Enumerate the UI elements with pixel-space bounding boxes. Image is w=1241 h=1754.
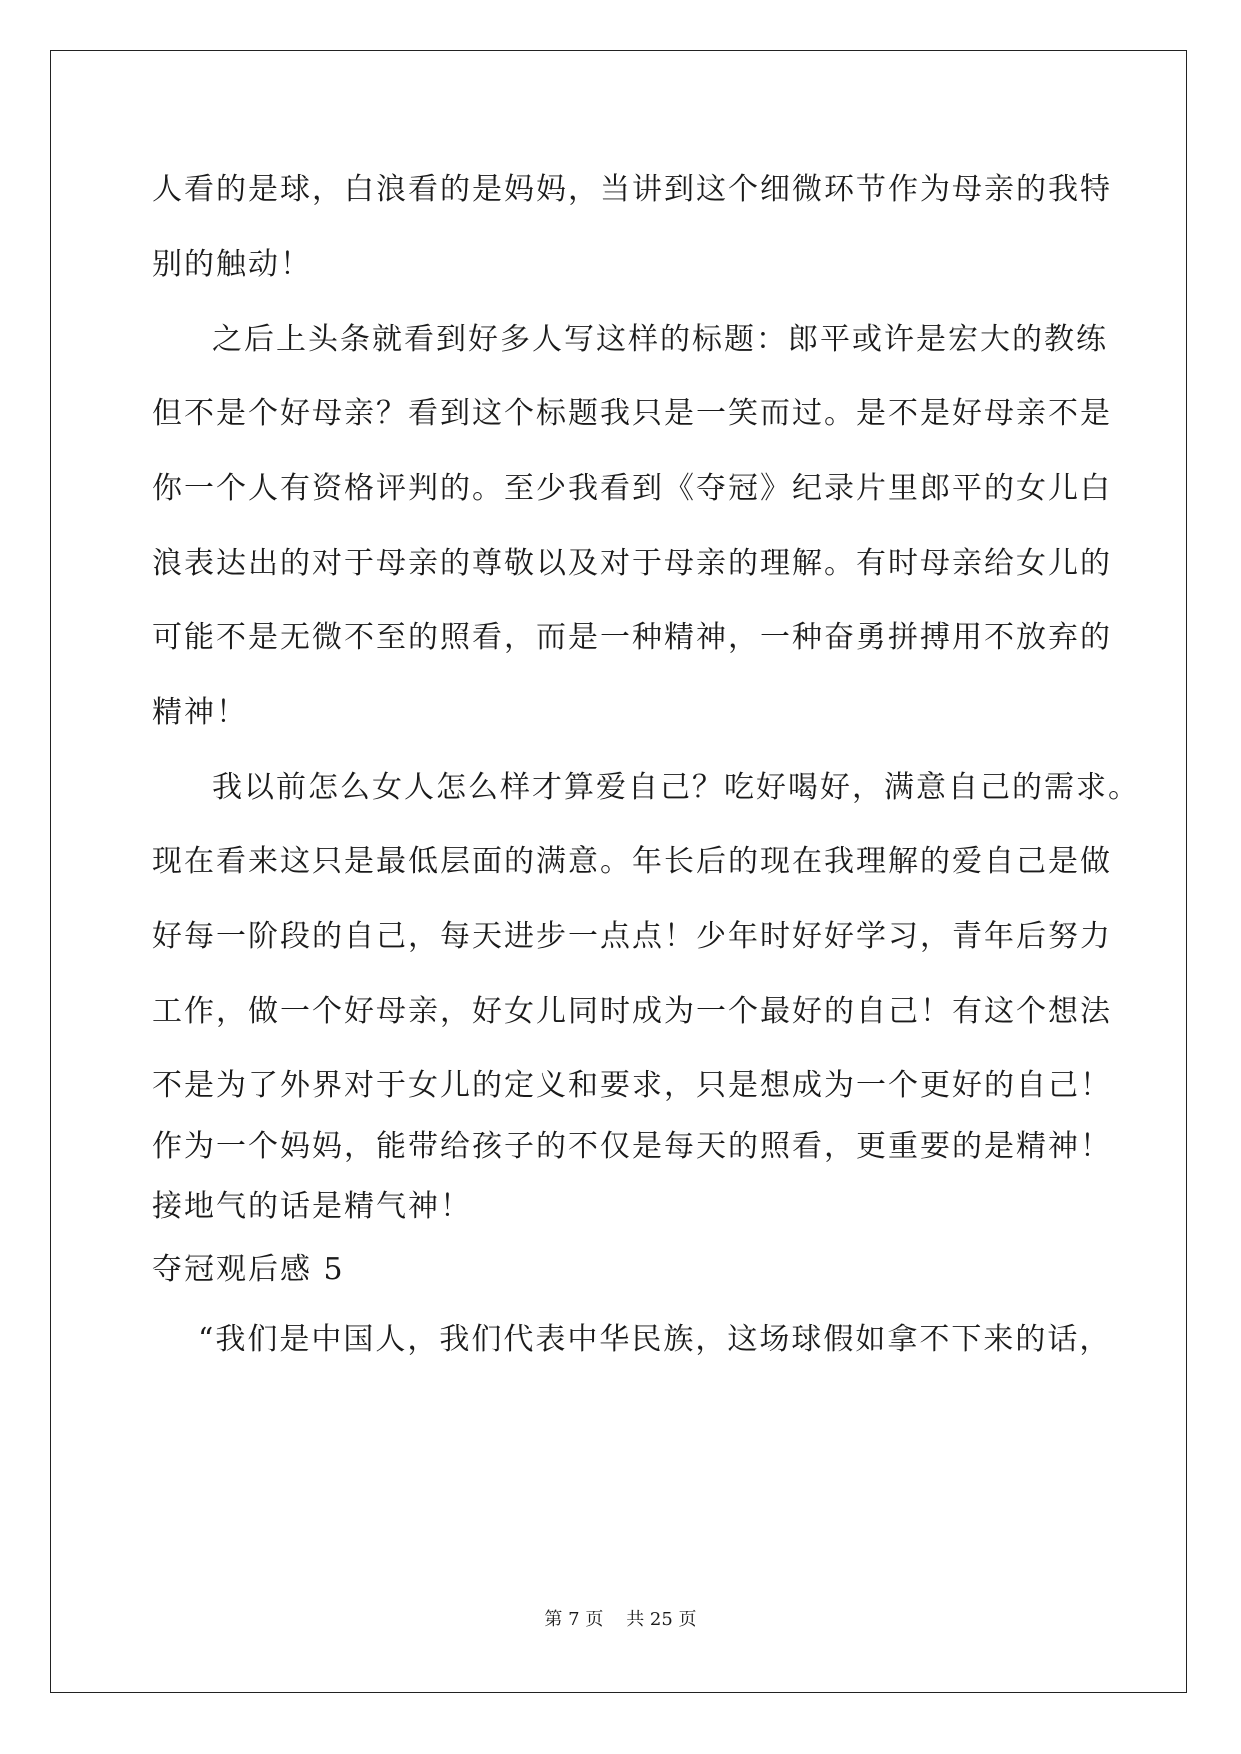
text-line: 接地气的话是精气神！ <box>152 1189 472 1224</box>
text-line: 你一个人有资格评判的。至少我看到《夺冠》纪录片里郎平的女儿白 <box>152 471 1112 506</box>
text-line: 可能不是无微不至的照看，而是一种精神，一种奋勇拼搏用不放弃的 <box>152 620 1112 655</box>
section-heading: 夺冠观后感 5 <box>152 1252 345 1287</box>
text-line: 精神！ <box>152 695 248 730</box>
text-line: 作为一个妈妈，能带给孩子的不仅是每天的照看，更重要的是精神！ <box>152 1129 1112 1164</box>
text-line: 工作，做一个好母亲，好女儿同时成为一个最好的自己！有这个想法 <box>152 994 1112 1029</box>
page-footer: 第 7 页 共 25 页 <box>544 1609 697 1630</box>
paragraph-start: “我们是中国人，我们代表中华民族，这场球假如拿不下来的话， <box>198 1322 1112 1357</box>
paragraph-start: 之后上头条就看到好多人写这样的标题：郎平或许是宏大的教练 <box>212 322 1108 357</box>
paragraph-start: 我以前怎么女人怎么样才算爱自己？吃好喝好，满意自己的需求。 <box>212 770 1140 805</box>
text-line: 浪表达出的对于母亲的尊敬以及对于母亲的理解。有时母亲给女儿的 <box>152 546 1112 581</box>
text-line: 不是为了外界对于女儿的定义和要求，只是想成为一个更好的自己！ <box>152 1068 1112 1103</box>
text-line: 现在看来这只是最低层面的满意。年长后的现在我理解的爱自己是做 <box>152 844 1112 879</box>
text-line: 别的触动！ <box>152 247 312 282</box>
text-line: 人看的是球，白浪看的是妈妈，当讲到这个细微环节作为母亲的我特 <box>152 172 1112 207</box>
text-line: 好每一阶段的自己，每天进步一点点！少年时好好学习，青年后努力 <box>152 919 1112 954</box>
text-line: 但不是个好母亲？看到这个标题我只是一笑而过。是不是好母亲不是 <box>152 396 1112 431</box>
